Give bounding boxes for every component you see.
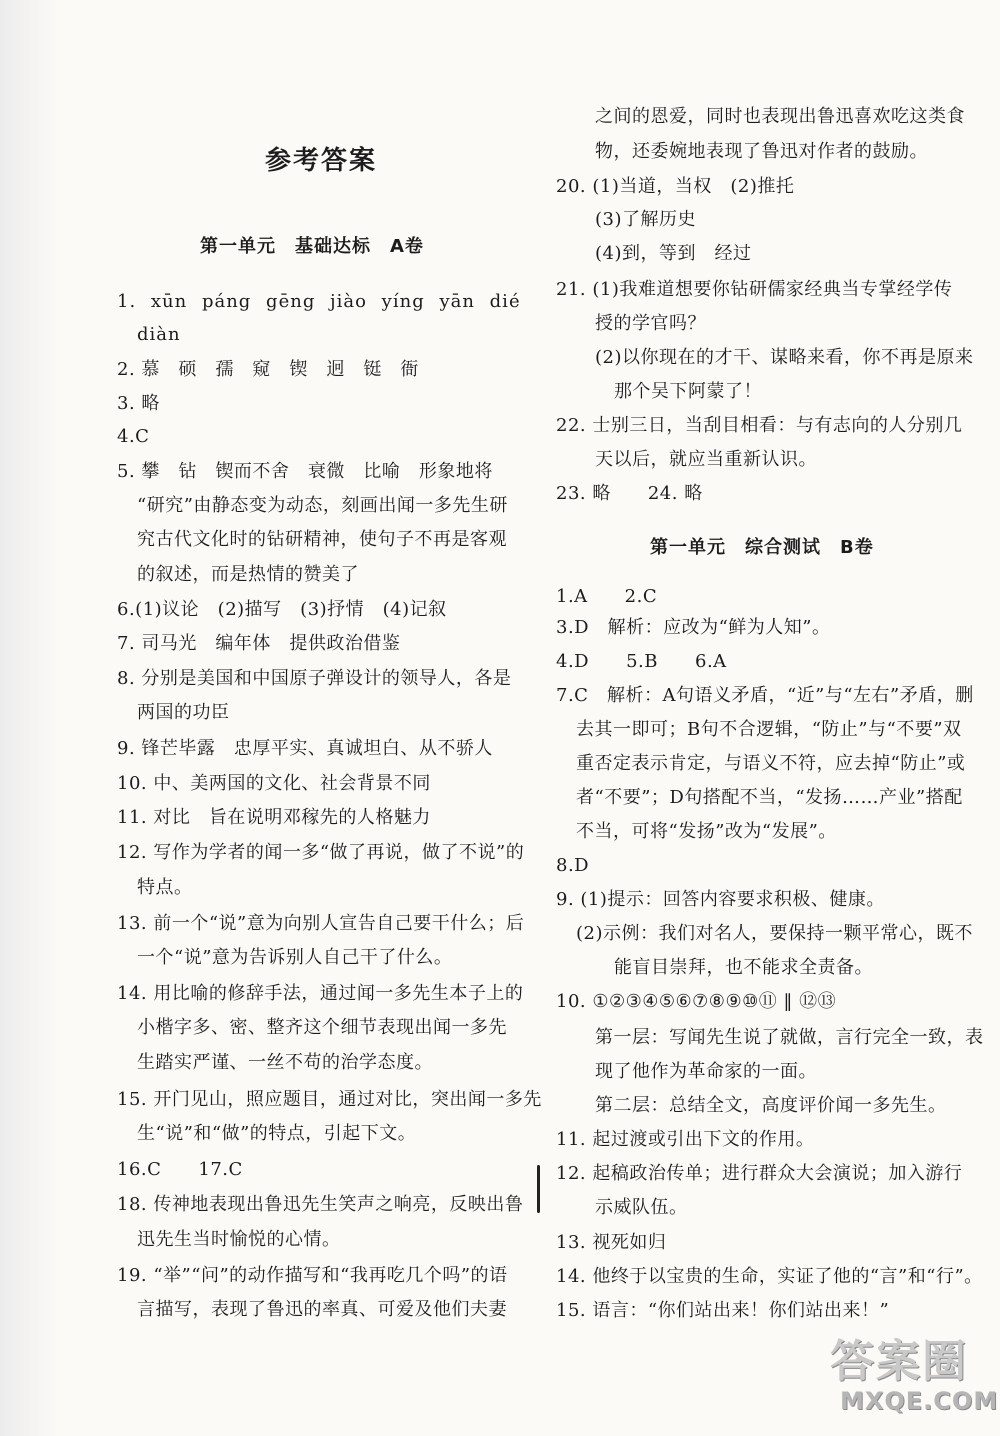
answer-line-q15-cont: 生“说”和“做”的特点，引起下文。 — [137, 1123, 417, 1144]
answer-line-b8: 8.D — [556, 855, 590, 876]
answer-line-q13-cont: 一个“说”意为告诉别人自己干了什么。 — [137, 947, 453, 968]
watermark-logo-text: 答案圈 — [830, 1336, 968, 1387]
page-title: 参考答案 — [265, 146, 378, 176]
pen-mark — [537, 1165, 540, 1213]
answer-line-b11: 11. 起过渡或引出下文的作用。 — [556, 1129, 815, 1150]
answer-line-q23-24: 23. 略 24. 略 — [556, 483, 703, 504]
answer-line-b9-cont: 能盲目崇拜，也不能求全责备。 — [614, 957, 873, 978]
answer-line-q19-cont: 之间的恩爱，同时也表现出鲁迅喜欢吃这类食 — [595, 106, 965, 127]
answer-line-b15: 15. 语言：“你们站出来！你们站出来！” — [556, 1300, 890, 1321]
answer-line-b14: 14. 他终于以宝贵的生命，实证了他的“言”和“行”。 — [556, 1266, 983, 1287]
answer-line-q14-cont: 生踏实严谨、一丝不苟的治学态度。 — [137, 1052, 433, 1073]
answer-line-q5: 5. 攀 钻 锲而不舍 衰微 比喻 形象地将 — [117, 461, 493, 482]
answer-line-q1-cont: diàn — [137, 324, 181, 345]
answer-line-q19-cont: 言描写，表现了鲁迅的率真、可爱及他们夫妻 — [137, 1299, 507, 1320]
answer-line-q22-cont: 天以后，就应当重新认识。 — [595, 449, 817, 470]
section-title-unit1-a: 第一单元 基础达标 A卷 — [200, 236, 424, 257]
answer-line-q8: 8. 分别是美国和中国原子弹设计的领导人，各是 — [117, 668, 512, 689]
watermark-url: MXQE.COM — [840, 1387, 999, 1415]
answer-line-q2: 2. 慕 硕 孺 窥 锲 迥 铤 衙 — [117, 359, 419, 380]
answer-line-q20: 20. (1)当道，当权 (2)推托 — [556, 176, 795, 197]
answer-line-b10-cont: 现了他作为革命家的一面。 — [595, 1061, 817, 1082]
answer-line-b7-cont: 不当，可将“发扬”改为“发展”。 — [576, 821, 837, 842]
answer-line-q8-cont: 两国的功臣 — [137, 702, 230, 723]
answer-line-q21-cont: (2)以你现在的才干、谋略来看，你不再是原来 — [595, 347, 974, 368]
answer-line-q13: 13. 前一个“说”意为向别人宣告自己要干什么；后 — [117, 913, 525, 934]
answer-line-q12-cont: 特点。 — [137, 877, 193, 898]
answer-line-b7: 7.C 解析：A句语义矛盾，“近”与“左右”矛盾，删 — [556, 685, 974, 706]
answer-line-q5-cont: 的叙述，而是热情的赞美了 — [137, 564, 359, 585]
answer-line-b12: 12. 起稿政治传单；进行群众大会演说；加入游行 — [556, 1163, 963, 1184]
answer-line-q7: 7. 司马光 编年体 提供政治借鉴 — [117, 633, 401, 654]
answer-line-b4-6: 4.D 5.B 6.A — [556, 651, 727, 672]
answer-line-q15: 15. 开门见山，照应题目，通过对比，突出闻一多先 — [117, 1089, 542, 1110]
answer-line-q6: 6.(1)议论 (2)描写 (3)抒情 (4)记叙 — [117, 599, 447, 620]
answer-line-q16-17: 16.C 17.C — [117, 1159, 243, 1180]
answer-line-q22: 22. 士别三日，当刮目相看：与有志向的人分别几 — [556, 415, 963, 436]
answer-line-q3: 3. 略 — [117, 393, 160, 414]
answer-line-q5-cont: 究古代文化时的钻研精神，使句子不再是客观 — [137, 529, 507, 550]
watermark-logo — [820, 1325, 999, 1425]
answer-line-q9: 9. 锋芒毕露 忠厚平实、真诚坦白、从不骄人 — [117, 738, 493, 759]
answer-line-b13: 13. 视死如归 — [556, 1232, 667, 1253]
answer-line-b10-cont: 第二层：总结全文，高度评价闻一多先生。 — [595, 1095, 947, 1116]
answer-line-q10: 10. 中、美两国的文化、社会背景不同 — [117, 773, 431, 794]
answer-line-q21-cont: 那个吴下阿蒙了！ — [614, 381, 762, 402]
section-title-unit1-b: 第一单元 综合测试 B卷 — [650, 537, 874, 558]
answer-line-b10-cont: 第一层：写闻先生说了就做，言行完全一致，表 — [595, 1027, 984, 1048]
answer-line-b1-2: 1.A 2.C — [556, 586, 658, 607]
answer-line-q19-cont: 物，还委婉地表现了鲁迅对作者的鼓励。 — [595, 141, 928, 162]
answer-line-q12: 12. 写作为学者的闻一多“做了再说，做了不说”的 — [117, 842, 525, 863]
answer-line-q5-cont: “研究”由静态变为动态，刻画出闻一多先生研 — [137, 495, 508, 516]
answer-line-b3: 3.D 解析：应改为“鲜为人知”。 — [556, 617, 831, 638]
answer-line-q1: 1. xūn páng gēng jiào yíng yān dié — [117, 291, 521, 312]
answer-line-b9: 9. (1)提示：回答内容要求积极、健康。 — [556, 889, 885, 910]
answer-line-q11: 11. 对比 旨在说明邓稼先的人格魅力 — [117, 807, 431, 828]
answer-line-b10: 10. ①②③④⑤⑥⑦⑧⑨⑩⑪ ‖ ⑫⑬ — [556, 991, 837, 1012]
answer-line-q21: 21. (1)我难道想要你钻研儒家经典当专掌经学传 — [556, 279, 953, 300]
answer-line-q14: 14. 用比喻的修辞手法，通过闻一多先生本子上的 — [117, 983, 524, 1004]
answer-line-q19: 19. “举”“问”的动作描写和“我再吃几个吗”的语 — [117, 1265, 508, 1286]
answer-line-q18: 18. 传神地表现出鲁迅先生笑声之响亮，反映出鲁 — [117, 1194, 524, 1215]
answer-line-q20-cont: (4)到，等到 经过 — [595, 243, 752, 264]
answer-line-q20-cont: (3)了解历史 — [595, 209, 696, 230]
answer-line-q21-cont: 授的学官吗？ — [595, 313, 706, 334]
answer-line-q14-cont: 小楷字多、密、整齐这个细节表现出闻一多先 — [137, 1017, 507, 1038]
answer-line-b12-cont: 示威队伍。 — [595, 1197, 688, 1218]
answer-line-b7-cont: 重否定表示肯定，与语义不符，应去掉“防止”或 — [576, 753, 966, 774]
answer-line-q18-cont: 迅先生当时愉悦的心情。 — [137, 1229, 341, 1250]
answer-line-b7-cont: 去其一即可；B句不合逻辑，“防止”与“不要”双 — [576, 719, 962, 740]
page-gutter-shadow — [0, 0, 60, 1436]
answer-line-b9-cont: (2)示例：我们对名人，要保持一颗平常心，既不 — [576, 923, 973, 944]
answer-line-q4: 4.C — [117, 426, 150, 447]
answer-line-b7-cont: 者“不要”；D句搭配不当，“发扬……产业”搭配 — [576, 787, 963, 808]
